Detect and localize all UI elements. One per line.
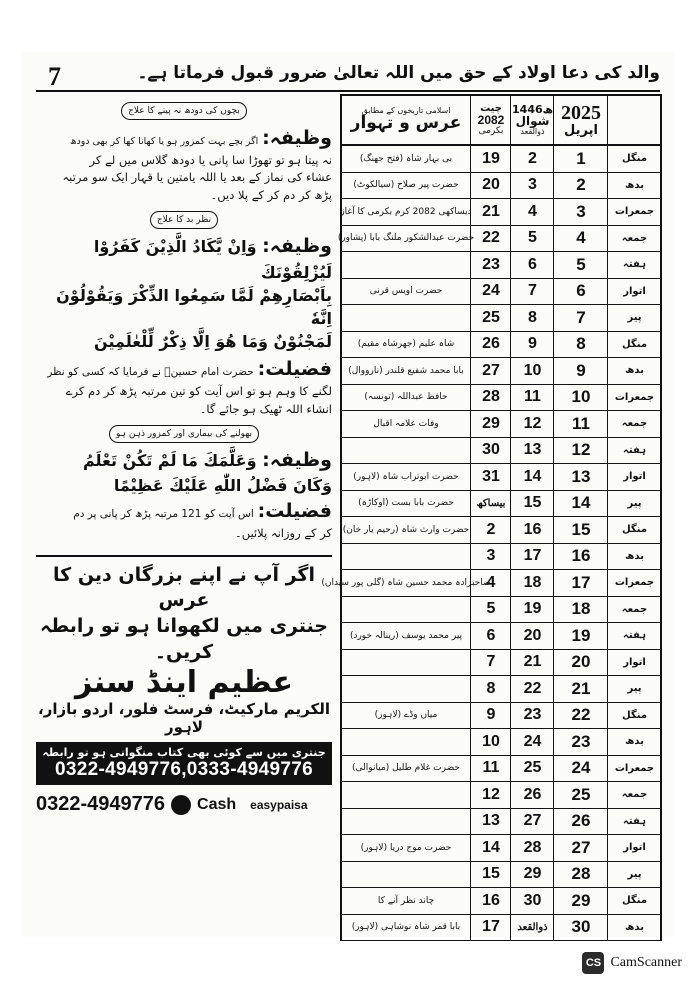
cell-day: جمعہ [607,782,661,808]
cell-hijri: 2 [510,146,554,172]
cell-day: جمعہ [607,226,661,252]
cell-event [342,597,470,623]
cell-event: وفات علامہ اقبال [373,418,439,429]
cell-hijri: 21 [510,650,554,676]
cell-event [342,782,470,808]
cell-event: بابا محمد شفیع قلندر (نارووال) [348,365,464,376]
cell-isl: 23 [470,252,511,278]
header-events [342,96,470,144]
cell-isl: بیساکھ [470,491,511,517]
wazifa-1 [36,126,332,152]
cell-isl: 26 [470,332,511,358]
jazz-cash-logo-icon [171,795,191,815]
cell-event: میاں وڈے (لاہور) [374,710,438,721]
cell-greg: 1 [553,146,608,172]
cell-hijri: 19 [510,597,554,623]
cell-greg: 18 [553,597,608,623]
wazifa-3 [36,447,332,475]
table-row [340,888,662,915]
camscanner-watermark [582,952,682,974]
contact-box-text: جنتری میں سے کوئی بھی کتاب منگوانی ہو تو رابطہ [42,746,326,760]
header-greg-year: 2025 [561,101,601,124]
cell-hijri: 7 [510,279,554,305]
cell-greg: 5 [553,252,608,278]
table-row [340,597,662,624]
arabic-verse-1: وَاِنْ یَّكَادُ الَّذِیْنَ كَفَرُوْا لَیُزْلِقُوْنَكَ [93,237,332,282]
cell-event: بی بہار شاہ (فتح جھنگ) [359,153,453,164]
top-quote: والد کی دعا اولاد کے حق میں اللہ تعالیٰ ضرور قبول فرماتا ہے۔ [137,63,660,83]
table-row [340,146,662,173]
cell-greg: 9 [553,358,608,384]
cell-hijri: 15 [510,491,554,517]
cell-day: جمعرات [607,385,661,411]
cell-greg: 15 [553,517,608,543]
camscanner-icon: CS [582,952,604,974]
cell-day: ہفتہ [607,252,661,278]
fazilat-2-label: فضیلت: [257,500,332,523]
table-header [340,94,662,146]
cell-isl: 15 [470,862,511,888]
cell-hijri: 14 [510,464,554,490]
cell-hijri: 13 [510,438,554,464]
fazilat-1-intro: حضرت امام حسینؓ نے فرمایا کہ کسی کو نظر [47,366,254,379]
cell-greg: 28 [553,862,608,888]
table-row [321,570,662,597]
cell-event [342,729,470,755]
table-row [340,703,662,730]
cell-day: جمعرات [607,199,661,225]
table-row [340,835,662,862]
cell-day: پیر [607,676,661,702]
cell-hijri: 20 [510,623,554,649]
cell-event: حضرت عبدالشکور ملنگ بابا (پشاور) [337,233,475,244]
cell-day: منگل [607,703,661,729]
table-row [340,173,662,200]
header-day [607,96,661,144]
cell-greg: 30 [553,915,608,941]
cell-day: بدھ [607,358,661,384]
header-islamic-year: 2082 [477,113,505,128]
cell-greg: 21 [553,676,608,702]
cell-event [342,252,470,278]
cell-isl: 3 [470,544,511,570]
arabic-verse-2: بِاَبْصَارِهِمْ لَمَّا سَمِعُوا الذِّكْرَ وَیَقُوْلُوْنَ اِنَّهٗ [56,285,332,328]
easypaisa-logo-text: easypaisa [250,797,308,812]
cell-event: حضرت اویس قرنی [369,286,443,297]
cell-event [342,809,470,835]
cell-event [342,438,470,464]
header-hijri-month: شوال [515,114,550,129]
cell-day: ہفتہ [607,438,661,464]
left-column [36,96,332,816]
cell-isl: 2 [470,517,511,543]
table-row [340,729,662,756]
header-islamic-sub: بکرمی [478,125,504,136]
cell-day: اتوار [607,650,661,676]
cell-greg: 3 [553,199,608,225]
cell-isl: 27 [470,358,511,384]
table-body [321,146,662,941]
cell-isl: 17 [470,915,511,941]
cell-event: حضرت موج دریا (لاہور) [360,842,452,853]
cell-isl: 25 [470,305,511,331]
cell-hijri: 16 [510,517,554,543]
table-row [340,385,662,412]
cell-isl: 19 [470,146,511,172]
fazilat-2-intro: اس آیت کو 121 مرتبہ پڑھ کر پانی پر دم [73,508,254,521]
cell-event: بابا قمر شاہ نوشاہی (لاہور) [351,922,461,933]
cell-greg: 24 [553,756,608,782]
cell-hijri: 27 [510,809,554,835]
cell-hijri: 28 [510,835,554,861]
wazifa-3-label: وظیفہ: [262,448,332,471]
cell-event: پیر محمد یوسف (رینالہ خورد) [349,630,463,641]
cell-day: بدھ [607,173,661,199]
cell-greg: 19 [553,623,608,649]
cell-hijri: 23 [510,703,554,729]
cell-isl: 8 [470,676,511,702]
promo-section [36,555,332,817]
cell-isl: 30 [470,438,511,464]
header-gregorian [553,96,608,144]
cell-day: منگل [607,146,661,172]
cell-hijri: 17 [510,544,554,570]
cell-hijri: 10 [510,358,554,384]
header-hijri-sub: ذوالقعد [520,126,545,136]
cell-event: حافظ عبداللہ (تونسہ) [364,392,448,403]
cell-hijri: 29 [510,862,554,888]
cell-day: اتوار [607,464,661,490]
arabic-verse-3: لَمَجْنُوْنٌ وَمَا هُوَ اِلَّا ذِكْرٌ لِّلْعٰلَمِیْنَ [94,332,332,352]
cell-greg: 25 [553,782,608,808]
wazifa-2-label: وظیفہ: [262,235,332,258]
table-row [340,809,662,836]
cell-greg: 22 [553,703,608,729]
cell-isl: 22 [470,226,511,252]
cell-day: اتوار [607,279,661,305]
wazifa-1-intro: اگر بچے بہت کمزور ہو یا کھانا کھا کر بھی دودھ [69,136,259,147]
table-row [340,464,662,491]
cell-greg: 27 [553,835,608,861]
section-label-3: بھولنے کی بیماری اور کمزور ذہن ہو [109,425,259,443]
wazifa-1-label: وظیفہ: [262,127,332,149]
table-row [337,226,662,253]
table-row [340,862,662,889]
cell-isl: 9 [470,703,511,729]
cell-event: حضرت بابا بست (اوکاڑہ) [358,498,454,509]
cell-isl: 29 [470,411,511,437]
cell-greg: 2 [553,173,608,199]
arabic-verse-4: وَعَلَّمَكَ مَا لَمْ تَكُنْ تَعْلَمُ [82,450,257,470]
header-events-top: اسلامی تاریخوں کے مطابق [361,105,451,115]
table-row [340,544,662,571]
table-row [340,279,662,306]
table-row [340,915,662,942]
cell-event: حضرت غلام طلیل (میانوالی) [352,763,460,774]
wazifa-1-line4: پڑھ کر دم کر کے پلا دیں۔ [210,188,332,203]
cell-day: منگل [607,332,661,358]
cell-day: ہفتہ [607,623,661,649]
cell-event: شاہ علیم (جھرشاہ مقیم) [357,339,455,350]
cell-event: صاحبزادہ محمد حسین شاہ (گلی پور سیداں) [321,577,491,588]
fazilat-2-line2: کر کے روزانہ پلائیں۔ [234,526,332,541]
table-row [340,411,662,438]
promo-line-1: اگر آپ نے اپنے بزرگان دین کا عرس [53,563,315,612]
cell-hijri: 25 [510,756,554,782]
cell-isl: 5 [470,597,511,623]
cell-isl: 13 [470,809,511,835]
header-hijri-year: 1446ھ [512,102,553,116]
header-islamic [470,96,511,144]
table-row [340,756,662,783]
fazilat-1-line3: انشاء اللہ ٹھیک ہو جائے گا۔ [199,401,332,416]
publisher-name: عظیم اینڈ سنز [75,665,293,701]
cell-isl: 28 [470,385,511,411]
payment-footer [36,793,332,816]
table-row [340,491,662,518]
cell-day: پیر [607,862,661,888]
cell-hijri: 8 [510,305,554,331]
cell-greg: 13 [553,464,608,490]
cell-greg: 6 [553,279,608,305]
cell-day: بدھ [607,729,661,755]
contact-box-phones: 0322-4949776,0333-4949776 [55,759,313,781]
cell-day: ہفتہ [607,809,661,835]
publisher-address: الکریم مارکیٹ، فرسٹ فلور، اردو بازار، لاہور [38,700,330,737]
cell-hijri: 30 [510,888,554,914]
table-row [340,517,662,544]
cell-day: منگل [607,517,661,543]
table-row [340,252,662,279]
cell-greg: 10 [553,385,608,411]
section-label-2: نظر بد کا علاج [150,211,218,229]
cell-event [342,862,470,888]
cell-hijri: 24 [510,729,554,755]
cell-isl: 16 [470,888,511,914]
cell-hijri: 22 [510,676,554,702]
cell-isl: 6 [470,623,511,649]
cell-event [342,544,470,570]
cell-event: حضرت پیر صلاح (سیالکوٹ) [353,180,459,191]
cell-event: دیساکھی 2082 کرم بکرمی کا آغاز [340,206,472,217]
cell-hijri: 26 [510,782,554,808]
table-row [340,650,662,677]
footer-phone: 0322-4949776 [36,793,166,816]
table-row [340,199,662,226]
cash-logo-text: Cash [197,795,237,813]
cell-isl: 31 [470,464,511,490]
cell-greg: 26 [553,809,608,835]
page-number: 7 [48,62,61,91]
cell-day: جمعرات [607,570,661,596]
table-row [340,623,662,650]
cell-isl: 20 [470,173,511,199]
cell-greg: 4 [553,226,608,252]
cell-day: جمعہ [607,597,661,623]
cell-day: بدھ [607,544,661,570]
header-hijri [510,96,554,144]
promo-line-2: جنتری میں لکھوانا ہو تو رابطہ کریں۔ [40,615,328,663]
table-row [340,782,662,809]
camscanner-label: CamScanner [610,955,682,970]
cell-hijri: 4 [510,199,554,225]
arabic-verse-5: وَكَانَ فَضْلُ اللّٰهِ عَلَیْكَ عَظِیْمًا [113,476,332,496]
cell-isl: 10 [470,729,511,755]
contact-box [36,742,332,785]
cell-isl: 12 [470,782,511,808]
cell-hijri: ذوالقعد [510,915,554,941]
table-row [340,332,662,359]
fazilat-1-label: فضیلت: [257,358,332,381]
cell-greg: 14 [553,491,608,517]
cell-isl: 21 [470,199,511,225]
table-row [340,358,662,385]
cell-event [342,676,470,702]
cell-hijri: 12 [510,411,554,437]
cell-event [342,305,470,331]
cell-event [342,650,470,676]
cell-day: منگل [607,888,661,914]
cell-greg: 29 [553,888,608,914]
cell-greg: 11 [553,411,608,437]
wazifa-1-line2: نہ پیتا ہو تو تھوڑا سا پانی یا دودھ گلاس میں لے کر [89,152,332,167]
cell-isl: 24 [470,279,511,305]
cell-isl: 14 [470,835,511,861]
cell-event: حضرت وارث شاہ (رحیم یار خان) [342,524,470,535]
cell-isl: 11 [470,756,511,782]
fazilat-1 [36,357,332,383]
cell-day: پیر [607,305,661,331]
cell-greg: 16 [553,544,608,570]
fazilat-1-line2: لگنے کا وہم ہو تو اس آیت کو تین مرتبہ پڑھ کر دم کرے [65,384,332,399]
table-row [340,305,662,332]
wazifa-1-line3: عشاء کی نماز کے بعد یا اللہ یامتین یا قہار ایک سو مرتبہ [62,170,332,185]
cell-day: بدھ [607,915,661,941]
header-events-title: عرس و تہوار [350,113,462,134]
table-row [340,676,662,703]
header-greg-month: اپریل [564,122,598,138]
cell-greg: 23 [553,729,608,755]
cell-greg: 8 [553,332,608,358]
cell-day: جمعرات [607,756,661,782]
wazifa-2 [36,233,332,284]
cell-hijri: 11 [510,385,554,411]
section-label-1: بچوں کی دودھ نہ پینے کا علاج [121,102,247,120]
cell-hijri: 6 [510,252,554,278]
cell-hijri: 18 [510,570,554,596]
calendar-table [321,94,662,941]
cell-day: جمعہ [607,411,661,437]
cell-greg: 20 [553,650,608,676]
cell-hijri: 9 [510,332,554,358]
cell-event: حضرت ابوتراب شاہ (لاہور) [353,471,459,482]
cell-isl: 4 [470,570,511,596]
cell-day: پیر [607,491,661,517]
cell-isl: 7 [470,650,511,676]
cell-event: چاند نظر آنے کا [377,895,435,906]
cell-greg: 17 [553,570,608,596]
cell-day: اتوار [607,835,661,861]
cell-greg: 7 [553,305,608,331]
cell-hijri: 3 [510,173,554,199]
cell-greg: 12 [553,438,608,464]
top-divider [36,90,660,92]
header-islamic-top: چیت [480,102,502,114]
fazilat-2 [36,499,332,525]
cell-hijri: 5 [510,226,554,252]
table-row [340,438,662,465]
